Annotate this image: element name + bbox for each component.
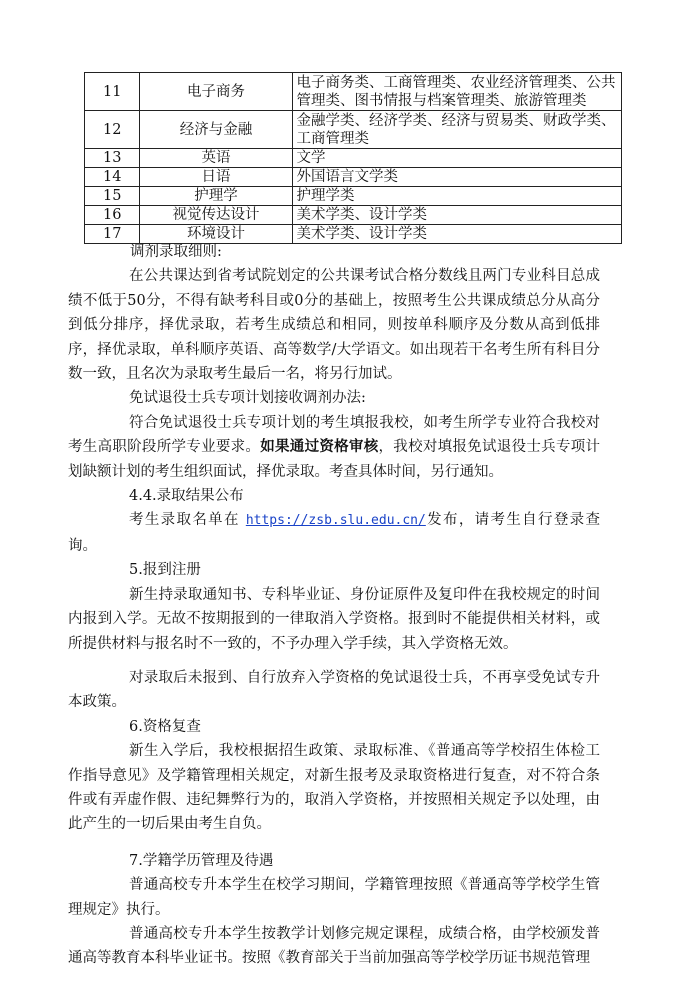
eligible-majors: 文学 bbox=[292, 149, 621, 168]
status-paragraph-2: 普通高校专升本学生按教学计划修完规定课程，成绩合格，由学校颁发普通高等教育本科毕业证书。按照《教育部关于当前加强高等学校学历证书规范管理 bbox=[68, 925, 600, 967]
eligible-majors: 护理学类 bbox=[292, 187, 621, 206]
veteran-heading: 免试退役士兵专项计划接收调剂办法: bbox=[129, 390, 366, 407]
document-body bbox=[68, 240, 601, 971]
result-heading: 4.4.录取结果公布 bbox=[129, 488, 244, 505]
table-row bbox=[85, 111, 622, 149]
adjust-rules-heading: 调剂录取细则: bbox=[130, 244, 222, 260]
admission-results-link[interactable]: https://zsb.slu.edu.cn/ bbox=[245, 513, 426, 529]
major-name: 视觉传达设计 bbox=[140, 206, 292, 225]
table-row bbox=[85, 149, 622, 168]
register-heading: 5.报到注册 bbox=[129, 562, 201, 579]
table-row bbox=[85, 187, 622, 206]
major-name: 经济与金融 bbox=[140, 111, 292, 149]
adjust-rules-paragraph: 在公共课达到省考试院划定的公共课考试合格分数线且两门专业科目总成绩不低于50分，不得有缺考科目或0分的基础上，按照考生公共课成绩总分从高分到低分排序，择优录取，若考生成绩总和相同，则按单科顺序及分数从高到低排序，择优录取，单科顺序英语、高等数学/大学语文。如出现若干名考生所有科目分数一致，且名次为录取考生最后一名，将另行加试。 bbox=[68, 268, 600, 383]
row-number: 14 bbox=[85, 168, 140, 187]
table-row bbox=[85, 206, 622, 225]
major-name: 电子商务 bbox=[140, 73, 292, 111]
register-paragraph: 新生持录取通知书、专科毕业证、身份证原件及复印件在我校规定的时间内报到入学。无故不按期报到的一律取消入学资格。报到时不能提供相关材料，或所提供材料与报名时不一致的，不予办理入学手续，其入学资格无效。 bbox=[68, 586, 600, 652]
eligible-majors: 电子商务类、工商管理类、农业经济管理类、公共管理类、图书情报与档案管理类、旅游管理类 bbox=[292, 73, 621, 111]
table-row bbox=[85, 168, 622, 187]
row-number: 15 bbox=[85, 187, 140, 206]
major-name: 英语 bbox=[140, 149, 292, 168]
row-number: 12 bbox=[85, 111, 140, 149]
register-paragraph-2: 对录取后未报到、自行放弃入学资格的免试退役士兵，不再享受免试专升本政策。 bbox=[68, 669, 600, 711]
major-mapping-table bbox=[84, 72, 622, 244]
result-text-b: 发布，请考生自行登录查询。 bbox=[68, 512, 601, 554]
major-name: 环境设计 bbox=[140, 225, 292, 244]
veteran-paragraph bbox=[68, 411, 600, 484]
eligible-majors: 外国语言文学类 bbox=[292, 168, 621, 187]
eligible-majors: 美术学类、设计学类 bbox=[292, 206, 621, 225]
status-heading: 7.学籍学历管理及待遇 bbox=[129, 852, 274, 869]
row-number: 11 bbox=[85, 73, 140, 111]
veteran-text-bold: 如果通过资格审核 bbox=[260, 438, 379, 456]
eligible-majors: 美术学类、设计学类 bbox=[292, 225, 621, 244]
row-number: 17 bbox=[85, 225, 140, 244]
veteran-text-b: ，我校对填报免试退役士兵专项计划缺额计划的考生组织面试，择优录取。考查具体时间，另行通知。 bbox=[68, 439, 601, 480]
review-paragraph: 新生入学后，我校根据招生政策、录取标准、《普通高等学校招生体检工作指导意见》及学籍管理相关规定，对新生报考及录取资格进行复查，对不符合条件或有弄虚作假、违纪舞弊行为的，取消入学资格，并按照相关规定予以处理，由此产生的一切后果由考生自负。 bbox=[68, 743, 600, 833]
result-text-a: 考生录取名单在 bbox=[129, 512, 240, 529]
status-paragraph: 普通高校专升本学生在校学习期间，学籍管理按照《普通高等学校学生管理规定》执行。 bbox=[68, 877, 600, 918]
table-row bbox=[85, 73, 622, 111]
veteran-text-a: 符合免试退役士兵专项计划的考生填报我校，如考生所学专业符合我校对考生高职阶段所学专业要求。 bbox=[68, 414, 600, 456]
review-heading: 6.资格复查 bbox=[129, 718, 201, 735]
eligible-majors: 金融学类、经济学类、经济与贸易类、财政学类、工商管理类 bbox=[292, 111, 621, 149]
row-number: 16 bbox=[85, 206, 140, 225]
row-number: 13 bbox=[85, 149, 140, 168]
major-name: 护理学 bbox=[140, 187, 292, 206]
result-paragraph bbox=[68, 508, 600, 558]
major-name: 日语 bbox=[140, 168, 292, 187]
